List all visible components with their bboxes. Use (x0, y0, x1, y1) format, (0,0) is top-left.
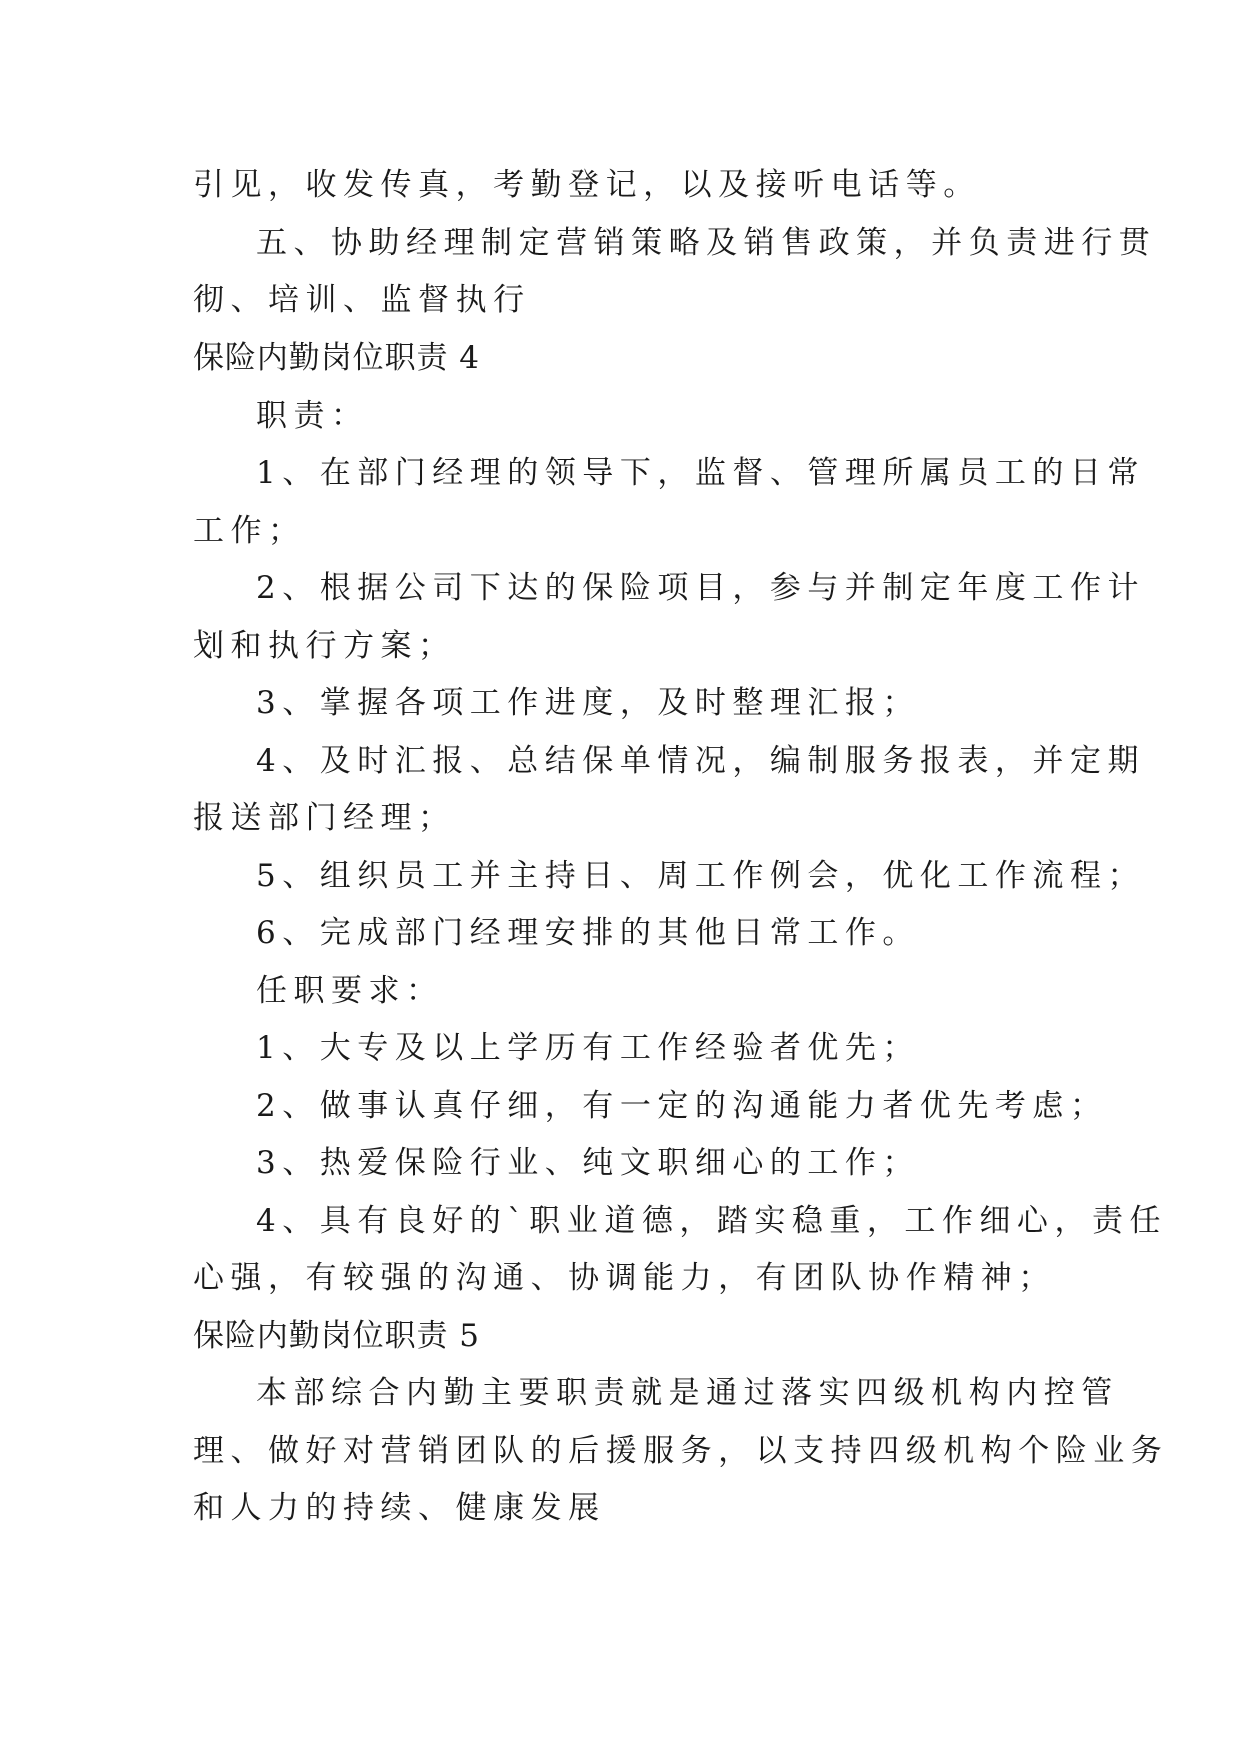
paragraph-line: 报送部门经理； (193, 800, 456, 836)
list-item: 5、组织员工并主持日、周工作例会，优化工作流程； (256, 858, 1145, 894)
list-item: 4、具有良好的`职业道德，踏实稳重，工作细心，责任 (256, 1203, 1167, 1239)
paragraph-line: 本部综合内勤主要职责就是通过落实四级机构内控管 (256, 1375, 1119, 1411)
list-item: 2、做事认真仔细，有一定的沟通能力者优先考虑； (256, 1088, 1108, 1124)
list-item: 2、根据公司下达的保险项目，参与并制定年度工作计 (256, 570, 1145, 606)
paragraph-line: 五、协助经理制定营销策略及销售政策，并负责进行贯 (256, 225, 1157, 261)
paragraph-line: 彻、培训、监督执行 (193, 282, 531, 318)
list-item: 1、在部门经理的领导下，监督、管理所属员工的日常 (256, 455, 1145, 491)
paragraph-line: 理、做好对营销团队的后援服务，以支持四级机构个险业务 (193, 1433, 1169, 1469)
list-item: 4、及时汇报、总结保单情况，编制服务报表，并定期 (256, 743, 1145, 779)
list-item: 3、掌握各项工作进度，及时整理汇报； (256, 685, 920, 721)
paragraph-line: 任职要求： (256, 973, 444, 1009)
section-heading: 保险内勤岗位职责 5 (193, 1318, 480, 1354)
paragraph-line: 职责： (256, 398, 369, 434)
list-item: 3、热爱保险行业、纯文职细心的工作； (256, 1145, 920, 1181)
list-item: 6、完成部门经理安排的其他日常工作。 (256, 915, 920, 951)
section-heading: 保险内勤岗位职责 4 (193, 340, 480, 376)
list-item: 1、大专及以上学历有工作经验者优先； (256, 1030, 920, 1066)
paragraph-line: 和人力的持续、健康发展 (193, 1490, 606, 1526)
paragraph-line: 引见，收发传真，考勤登记，以及接听电话等。 (193, 167, 981, 203)
paragraph-line: 心强，有较强的沟通、协调能力，有团队协作精神； (193, 1260, 1056, 1296)
paragraph-line: 工作； (193, 513, 306, 549)
paragraph-line: 划和执行方案； (193, 628, 456, 664)
